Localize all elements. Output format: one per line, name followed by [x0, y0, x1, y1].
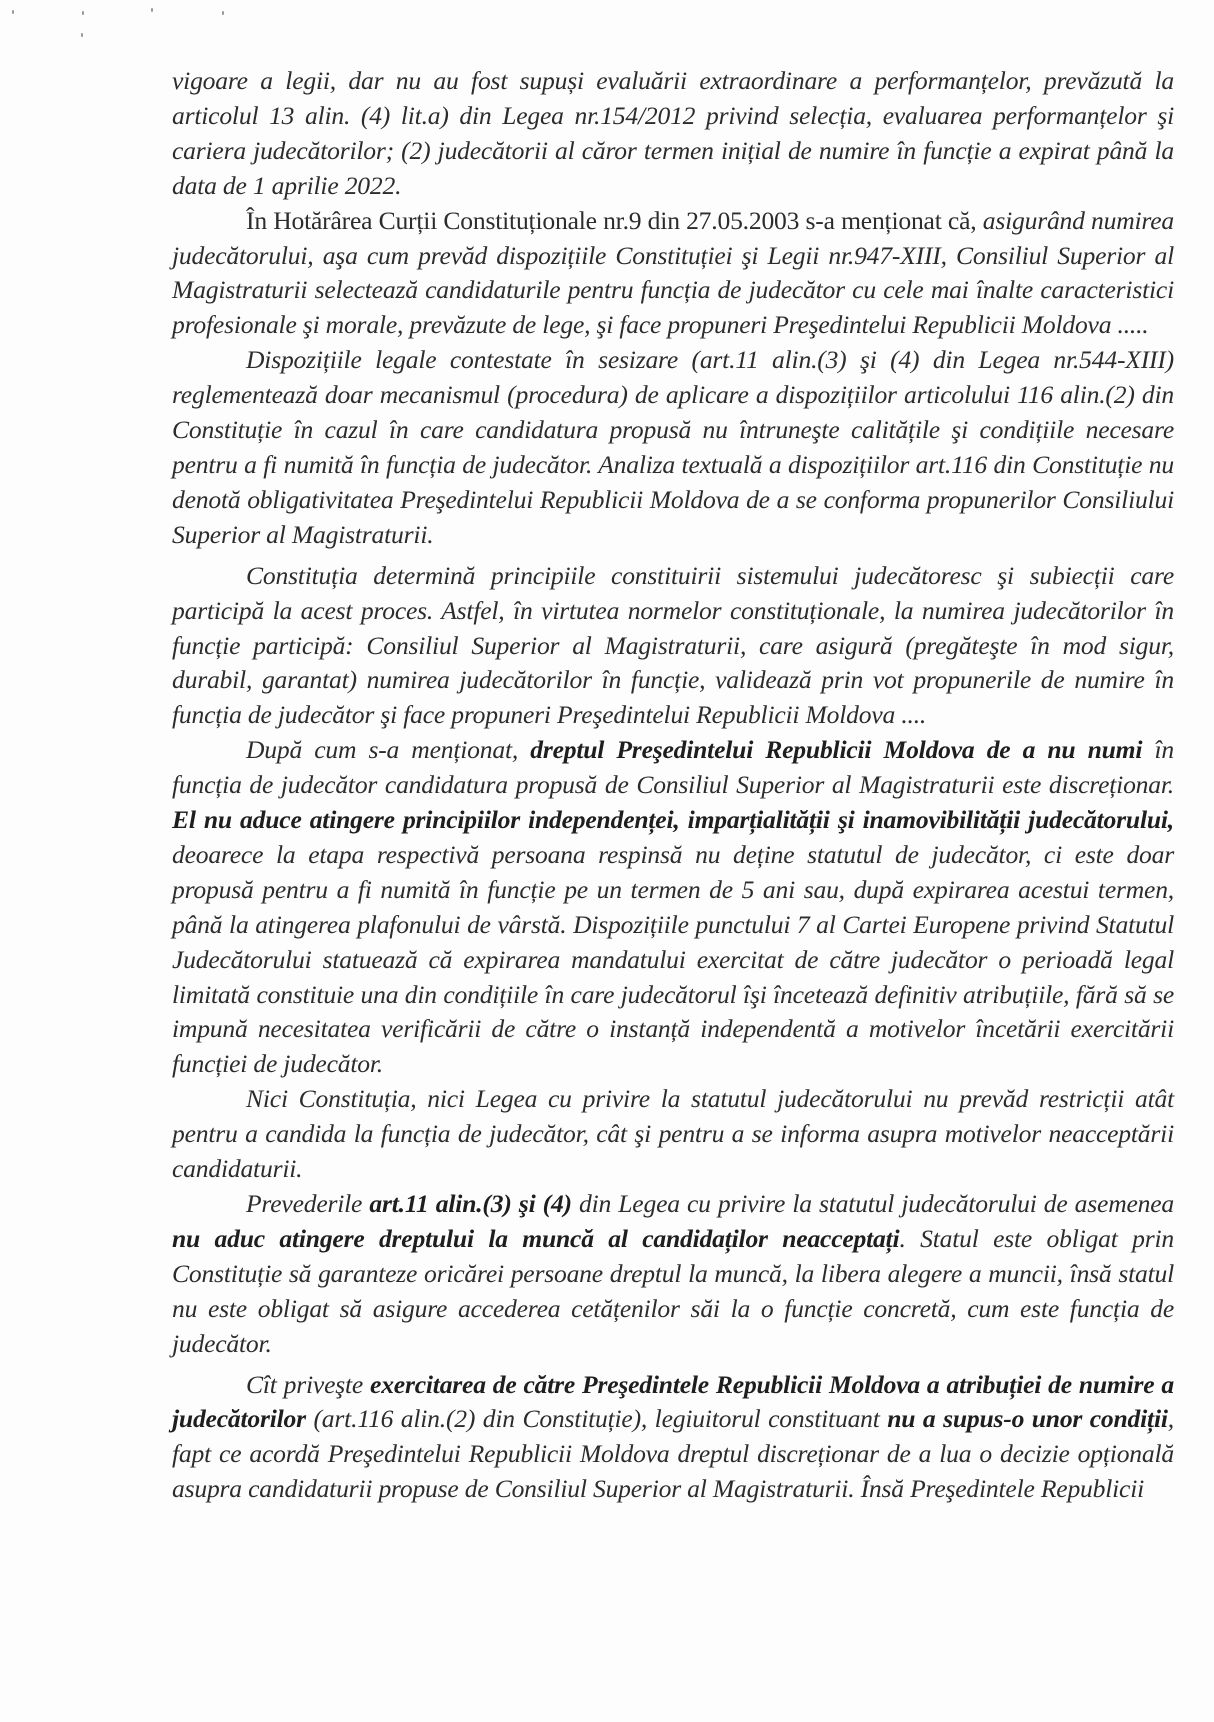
paragraph — [172, 343, 1174, 552]
paragraph — [172, 64, 1174, 204]
paragraph — [172, 559, 1174, 734]
bold-text-segment: exercitarea de către Preşedintele Republicii Moldova a atribuției de numire a judecătorilor — [172, 1369, 1174, 1434]
paragraph — [172, 733, 1174, 1082]
paragraph — [172, 1368, 1174, 1508]
text-segment: din Legea cu privire la statutul judecătorului de asemenea — [571, 1189, 1174, 1218]
text-segment: , fapt ce acordă Preşedintelui Republicii Moldova dreptul discreționar de a lua o decizie opțională asupra candidaturii propuse de Consiliul Superior al Magistraturii. Însă Preşedintele Republicii — [172, 1404, 1174, 1504]
text-segment: În Hotărârea Curții Constituționale nr.9 din 27.05.2003 s-a menționat că, — [246, 205, 983, 235]
text-segment: Constituția determină principiile constituirii sistemului judecătoresc şi subiecții care participă la acest proces. Astfel, în virtutea normelor constituționale, la numirea judecătorilor în funcție participă: Consiliul Superior al Magistraturii, care asigură (pregăteşte în mod sigur, durabil, garantat) numirea judecătorilor în funcție, validează prin vot propunerile de numire în funcția de judecător şi face propuneri Preşedintelui Republicii Moldova .... — [172, 560, 1174, 730]
paragraph — [172, 1082, 1174, 1187]
scan-speck — [82, 11, 84, 15]
text-segment: în funcția de judecător candidatura propusă de Consiliul Superior al Magistraturii este discreționar. — [172, 735, 1174, 800]
bold-text-segment: dreptul Preşedintelui Republicii Moldova de a nu numi — [530, 735, 1143, 765]
scan-speck — [222, 11, 224, 15]
scan-speck — [12, 10, 14, 14]
scan-speck — [81, 33, 83, 37]
bold-text-segment: El nu aduce atingere principiilor independenței, imparțialității şi inamovibilității judecătorului, — [172, 805, 1174, 835]
paragraph — [172, 204, 1174, 344]
text-segment: Prevederile — [246, 1189, 370, 1218]
text-segment: Dispozițiile legale contestate în sesizare (art.11 alin.(3) şi (4) din Legea nr.544-XIII) reglementează doar mecanismul (procedura) de aplicare a dispozițiilor articolului 116 alin.(2) din Constituție în cazul în care candidatura propusă nu întruneşte calitățile şi condițiile necesare pentru a fi numită în funcția de judecător. Analiza textuală a dispozițiilor art.116 din Constituție nu denotă obligativitatea Preşedintelui Republicii Moldova de a se conforma propunerilor Consiliului Superior al Magistraturii. — [172, 345, 1174, 549]
text-segment: asigurând numirea judecătorului, aşa cum prevăd dispozițiile Constituției şi Legii nr.947-XIII, Consiliul Superior al Magistraturii selectează candidaturile pentru funcția de judecător cu cele mai înalte caracteristici profesionale şi morale, prevăzute de lege, şi face propuneri Preşedintelui Republicii Moldova ..... — [172, 205, 1174, 340]
text-segment: Cît priveşte — [246, 1369, 371, 1399]
document-body — [172, 64, 1174, 1507]
text-segment: deoarece la etapa respectivă persoana respinsă nu deține statutul de judecător, ci este doar propusă pentru a fi numită în funcție pe un termen de 5 ani sau, după expirarea acestui termen, până la atingerea plafonului de vârstă. Dispozițiile punctului 7 al Cartei Europene privind Statutul Judecătorului statuează că expirarea mandatului exercitat de către judecător o perioadă legal limitată constituie una din condițiile în care judecătorul îşi încetează definitiv atribuțiile, fără să se impună necesitatea verificării de către o instanță independentă a motivelor încetării exercitării funcției de judecător. — [172, 839, 1174, 1079]
scan-speck — [151, 8, 153, 12]
bold-text-segment: art.11 alin.(3) şi (4) — [369, 1189, 572, 1218]
text-segment: vigoare a legii, dar nu au fost supuși evaluării extraordinare a performanțelor, prevăzută la articolul 13 alin. (4) lit.a) din Legea nr.154/2012 privind selecția, evaluarea performanțelor şi cariera judecătorilor; (2) judecătorii al căror termen inițial de numire în funcție a expirat până la data de 1 aprilie 2022. — [172, 66, 1174, 200]
paragraph — [172, 1187, 1174, 1362]
text-segment: Nici Constituția, nici Legea cu privire la statutul judecătorului nu prevăd restricții atât pentru a candida la funcția de judecător, cât şi pentru a se informa asupra motivelor neacceptării candidaturii. — [172, 1084, 1174, 1184]
text-segment: După cum s-a menționat, — [246, 735, 531, 765]
bold-text-segment: nu a supus-o unor condiții — [887, 1404, 1168, 1434]
bold-text-segment: nu aduc atingere dreptului la muncă al candidaților neacceptați — [172, 1223, 900, 1253]
text-segment: (art.116 alin.(2) din Constituție), legiuitorul constituant — [305, 1404, 888, 1434]
text-segment: . Statul este obligat prin Constituție să garanteze oricărei persoane dreptul la muncă, la libera alegere a muncii, însă statul nu este obligat să asigure accederea cetățenilor săi la o funcție concretă, cum este funcția de judecător. — [172, 1223, 1174, 1358]
